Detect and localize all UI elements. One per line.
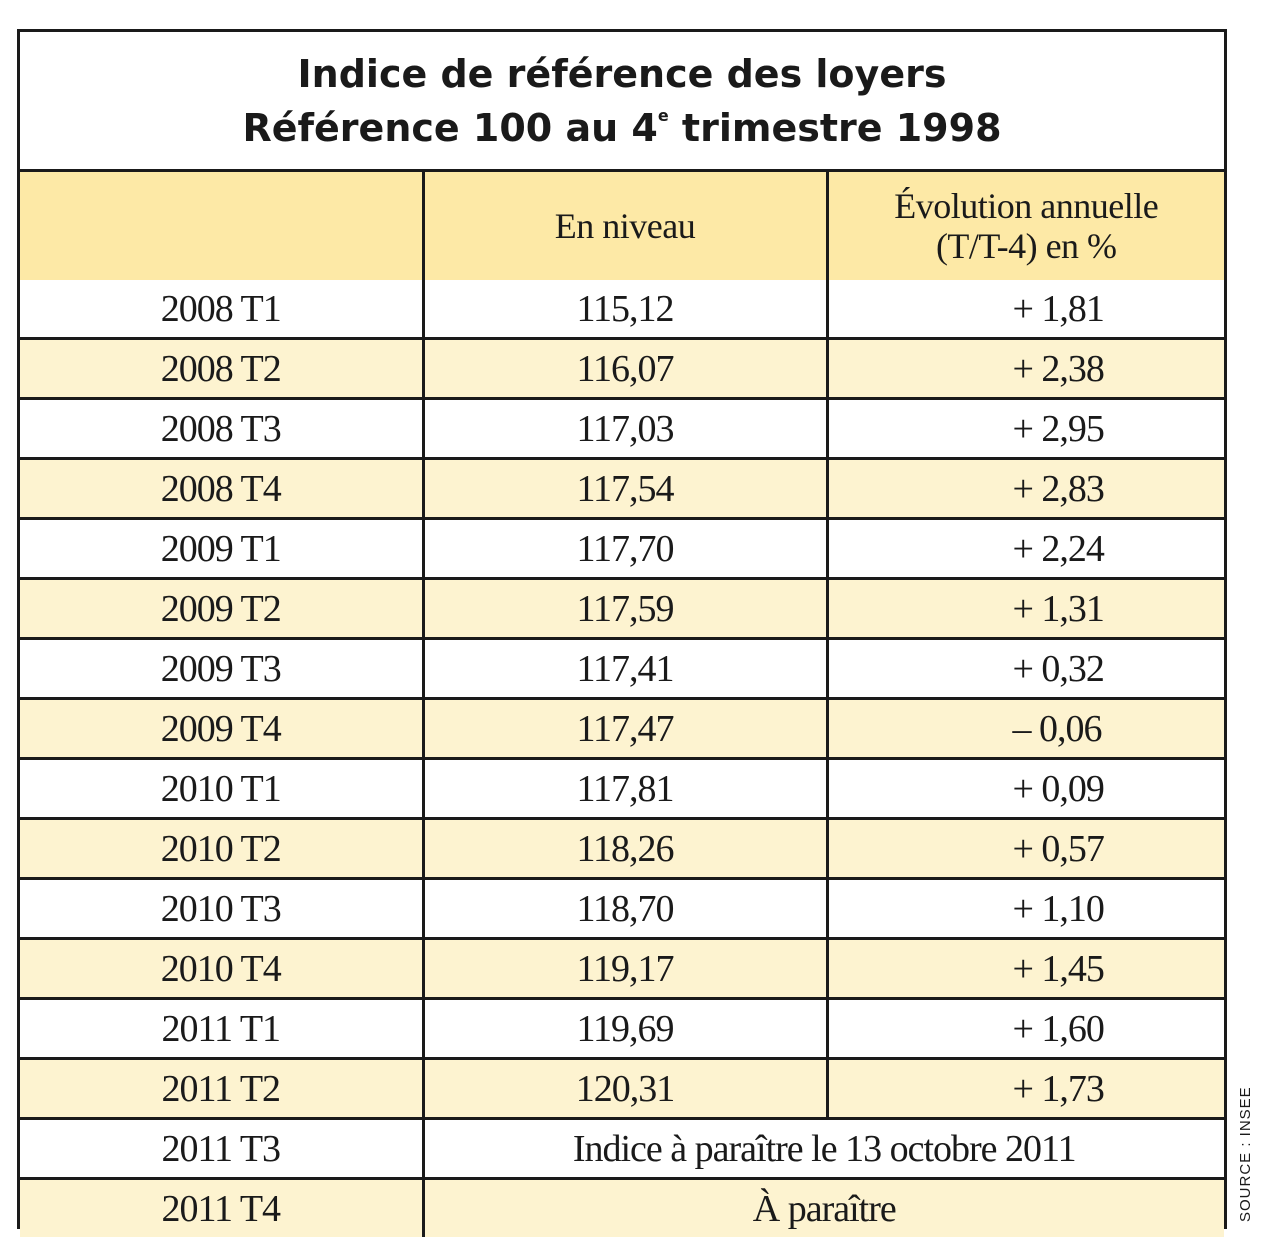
- title-line-2: [242, 101, 1001, 155]
- cell-period: 2010 T3: [20, 879, 423, 939]
- cell-period: 2009 T1: [20, 519, 423, 579]
- header-evolution-line-1: Évolution annuelle: [894, 186, 1159, 226]
- cell-evolution: + 1,73: [827, 1059, 1224, 1119]
- cell-period: 2008 T2: [20, 339, 423, 399]
- cell-evolution: + 2,38: [827, 339, 1224, 399]
- cell-niveau: 115,12: [423, 280, 827, 339]
- header-evolution-line-2: (T/T-4) en %: [935, 226, 1117, 266]
- cell-period: 2010 T4: [20, 939, 423, 999]
- cell-evolution: + 2,83: [827, 459, 1224, 519]
- cell-niveau: 116,07: [423, 339, 827, 399]
- cell-period: 2009 T4: [20, 699, 423, 759]
- cell-evolution: + 0,09: [827, 759, 1224, 819]
- cell-niveau: 117,03: [423, 399, 827, 459]
- cell-evolution: + 0,32: [827, 639, 1224, 699]
- table-row: [20, 759, 1224, 819]
- table-frame: [17, 29, 1227, 1229]
- cell-evolution: + 2,24: [827, 519, 1224, 579]
- table-row: [20, 339, 1224, 399]
- cell-niveau: 117,41: [423, 639, 827, 699]
- cell-evolution: + 1,10: [827, 879, 1224, 939]
- table-row: [20, 1119, 1224, 1179]
- title-superscript: e: [657, 105, 669, 125]
- title-line-1: Indice de référence des loyers: [297, 51, 947, 96]
- table-row: [20, 639, 1224, 699]
- data-table: [20, 172, 1224, 1237]
- table-row: [20, 1179, 1224, 1238]
- title-line-2-prefix: Référence 100 au 4: [242, 105, 658, 150]
- cell-niveau: 117,47: [423, 699, 827, 759]
- table-row: [20, 1059, 1224, 1119]
- table-row: [20, 399, 1224, 459]
- table-row: [20, 999, 1224, 1059]
- cell-period: 2008 T1: [20, 280, 423, 339]
- cell-niveau: 119,69: [423, 999, 827, 1059]
- cell-niveau: 119,17: [423, 939, 827, 999]
- cell-period: 2010 T1: [20, 759, 423, 819]
- table-row: [20, 879, 1224, 939]
- cell-niveau: 118,26: [423, 819, 827, 879]
- cell-niveau: 117,81: [423, 759, 827, 819]
- table-row: [20, 459, 1224, 519]
- table-row: [20, 939, 1224, 999]
- cell-niveau: 117,54: [423, 459, 827, 519]
- cell-period: 2008 T4: [20, 459, 423, 519]
- title-line-2-suffix: trimestre 1998: [668, 105, 1002, 150]
- table-row: [20, 280, 1224, 339]
- cell-evolution: + 1,45: [827, 939, 1224, 999]
- cell-niveau: 118,70: [423, 879, 827, 939]
- cell-evolution: + 2,95: [827, 399, 1224, 459]
- header-evolution: [827, 172, 1224, 280]
- cell-note: À paraître: [423, 1179, 1224, 1238]
- table-row: [20, 819, 1224, 879]
- table-title: [20, 32, 1224, 172]
- cell-period: 2011 T3: [20, 1119, 423, 1179]
- cell-period: 2009 T2: [20, 579, 423, 639]
- cell-evolution: + 1,60: [827, 999, 1224, 1059]
- table-row: [20, 519, 1224, 579]
- cell-period: 2010 T2: [20, 819, 423, 879]
- header-period: [20, 172, 423, 280]
- cell-niveau: 120,31: [423, 1059, 827, 1119]
- cell-evolution: + 1,81: [827, 280, 1224, 339]
- cell-note: Indice à paraître le 13 octobre 2011: [423, 1119, 1224, 1179]
- header-row: [20, 172, 1224, 280]
- cell-period: 2009 T3: [20, 639, 423, 699]
- cell-period: 2008 T3: [20, 399, 423, 459]
- table-row: [20, 699, 1224, 759]
- table-row: [20, 579, 1224, 639]
- cell-evolution: + 0,57: [827, 819, 1224, 879]
- cell-period: 2011 T2: [20, 1059, 423, 1119]
- header-niveau: En niveau: [423, 172, 827, 280]
- cell-niveau: 117,70: [423, 519, 827, 579]
- cell-period: 2011 T4: [20, 1179, 423, 1238]
- cell-niveau: 117,59: [423, 579, 827, 639]
- cell-evolution: – 0,06: [827, 699, 1224, 759]
- cell-period: 2011 T1: [20, 999, 423, 1059]
- cell-evolution: + 1,31: [827, 579, 1224, 639]
- source-credit: SOURCE : INSEE: [1237, 1086, 1254, 1222]
